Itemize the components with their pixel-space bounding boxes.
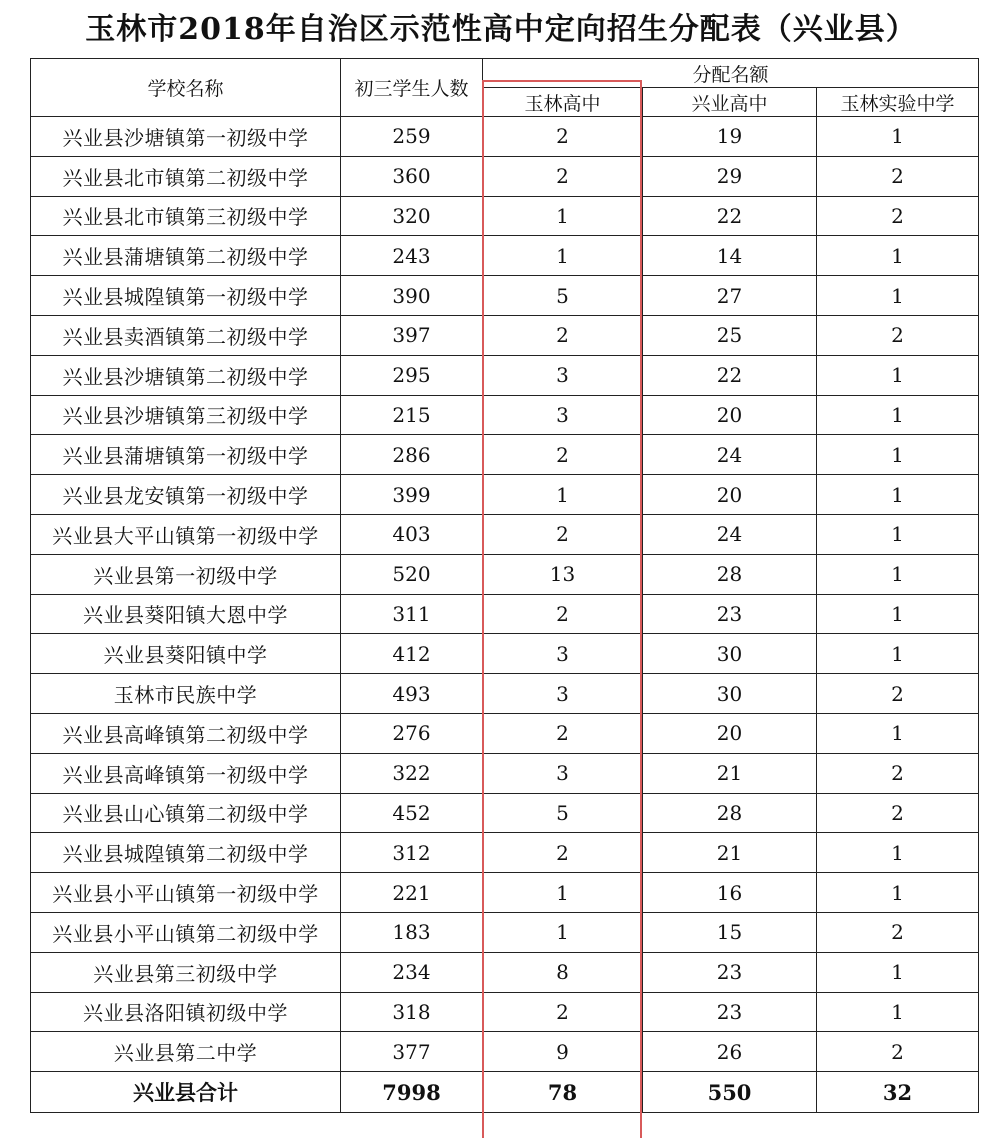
xingye-high-cell: 20 xyxy=(643,475,817,515)
school-name-cell: 兴业县高峰镇第一初级中学 xyxy=(31,753,341,793)
total-yulin-experimental: 32 xyxy=(817,1072,979,1113)
school-name-cell: 兴业县第一初级中学 xyxy=(31,554,341,594)
yulin-high-cell: 3 xyxy=(483,395,643,435)
xingye-high-cell: 21 xyxy=(643,753,817,793)
school-name-cell: 兴业县小平山镇第二初级中学 xyxy=(31,912,341,952)
school-name-cell: 兴业县小平山镇第一初级中学 xyxy=(31,873,341,913)
student-count-cell: 377 xyxy=(341,1032,483,1072)
table-row xyxy=(31,554,979,594)
header-school-name: 学校名称 xyxy=(31,59,341,117)
header-allocation: 分配名额 xyxy=(483,59,979,88)
table-row xyxy=(31,634,979,674)
student-count-cell: 286 xyxy=(341,435,483,475)
xingye-high-cell: 29 xyxy=(643,156,817,196)
yulin-experimental-cell: 1 xyxy=(817,713,979,753)
yulin-high-cell: 2 xyxy=(483,514,643,554)
yulin-high-cell: 2 xyxy=(483,992,643,1032)
school-name-cell: 兴业县大平山镇第一初级中学 xyxy=(31,514,341,554)
xingye-high-cell: 26 xyxy=(643,1032,817,1072)
yulin-high-cell: 3 xyxy=(483,634,643,674)
allocation-table xyxy=(30,58,979,1113)
student-count-cell: 318 xyxy=(341,992,483,1032)
xingye-high-cell: 24 xyxy=(643,514,817,554)
student-count-cell: 397 xyxy=(341,315,483,355)
school-name-cell: 兴业县北市镇第三初级中学 xyxy=(31,196,341,236)
yulin-high-cell: 8 xyxy=(483,952,643,992)
yulin-experimental-cell: 1 xyxy=(817,554,979,594)
table-row xyxy=(31,833,979,873)
yulin-high-cell: 2 xyxy=(483,315,643,355)
yulin-high-cell: 5 xyxy=(483,793,643,833)
school-name-cell: 兴业县沙塘镇第二初级中学 xyxy=(31,355,341,395)
student-count-cell: 520 xyxy=(341,554,483,594)
yulin-high-cell: 2 xyxy=(483,833,643,873)
table-row xyxy=(31,912,979,952)
xingye-high-cell: 22 xyxy=(643,196,817,236)
yulin-experimental-cell: 1 xyxy=(817,833,979,873)
table-row xyxy=(31,475,979,515)
yulin-experimental-cell: 2 xyxy=(817,912,979,952)
yulin-high-cell: 1 xyxy=(483,475,643,515)
yulin-high-cell: 1 xyxy=(483,196,643,236)
table-row xyxy=(31,117,979,157)
xingye-high-cell: 15 xyxy=(643,912,817,952)
yulin-experimental-cell: 1 xyxy=(817,634,979,674)
xingye-high-cell: 14 xyxy=(643,236,817,276)
xingye-high-cell: 27 xyxy=(643,276,817,316)
table-body xyxy=(31,117,979,1072)
yulin-high-cell: 2 xyxy=(483,117,643,157)
school-name-cell: 兴业县城隍镇第一初级中学 xyxy=(31,276,341,316)
yulin-experimental-cell: 1 xyxy=(817,435,979,475)
school-name-cell: 兴业县第三初级中学 xyxy=(31,952,341,992)
header-yulin-experimental: 玉林实验中学 xyxy=(817,88,979,117)
school-name-cell: 兴业县龙安镇第一初级中学 xyxy=(31,475,341,515)
school-name-cell: 兴业县沙塘镇第一初级中学 xyxy=(31,117,341,157)
table-row xyxy=(31,594,979,634)
student-count-cell: 493 xyxy=(341,674,483,714)
yulin-high-cell: 2 xyxy=(483,594,643,634)
table-row xyxy=(31,952,979,992)
student-count-cell: 311 xyxy=(341,594,483,634)
table-row xyxy=(31,713,979,753)
xingye-high-cell: 21 xyxy=(643,833,817,873)
table-row xyxy=(31,355,979,395)
yulin-experimental-cell: 2 xyxy=(817,674,979,714)
student-count-cell: 403 xyxy=(341,514,483,554)
student-count-cell: 276 xyxy=(341,713,483,753)
xingye-high-cell: 20 xyxy=(643,395,817,435)
yulin-experimental-cell: 1 xyxy=(817,475,979,515)
xingye-high-cell: 16 xyxy=(643,873,817,913)
school-name-cell: 兴业县第二中学 xyxy=(31,1032,341,1072)
student-count-cell: 399 xyxy=(341,475,483,515)
header-xingye-high: 兴业高中 xyxy=(643,88,817,117)
student-count-cell: 322 xyxy=(341,753,483,793)
yulin-high-cell: 2 xyxy=(483,713,643,753)
xingye-high-cell: 23 xyxy=(643,594,817,634)
xingye-high-cell: 23 xyxy=(643,992,817,1032)
student-count-cell: 183 xyxy=(341,912,483,952)
table-row xyxy=(31,1032,979,1072)
school-name-cell: 兴业县沙塘镇第三初级中学 xyxy=(31,395,341,435)
school-name-cell: 兴业县城隍镇第二初级中学 xyxy=(31,833,341,873)
xingye-high-cell: 20 xyxy=(643,713,817,753)
table-row xyxy=(31,196,979,236)
xingye-high-cell: 30 xyxy=(643,634,817,674)
school-name-cell: 兴业县葵阳镇大恩中学 xyxy=(31,594,341,634)
yulin-high-cell: 3 xyxy=(483,674,643,714)
yulin-high-cell: 1 xyxy=(483,873,643,913)
xingye-high-cell: 25 xyxy=(643,315,817,355)
table-row xyxy=(31,236,979,276)
school-name-cell: 兴业县高峰镇第二初级中学 xyxy=(31,713,341,753)
student-count-cell: 312 xyxy=(341,833,483,873)
total-row xyxy=(31,1072,979,1113)
xingye-high-cell: 30 xyxy=(643,674,817,714)
student-count-cell: 390 xyxy=(341,276,483,316)
yulin-experimental-cell: 1 xyxy=(817,276,979,316)
student-count-cell: 221 xyxy=(341,873,483,913)
table-row xyxy=(31,156,979,196)
school-name-cell: 兴业县山心镇第二初级中学 xyxy=(31,793,341,833)
yulin-high-cell: 2 xyxy=(483,156,643,196)
xingye-high-cell: 23 xyxy=(643,952,817,992)
yulin-experimental-cell: 1 xyxy=(817,236,979,276)
xingye-high-cell: 28 xyxy=(643,554,817,594)
yulin-experimental-cell: 1 xyxy=(817,992,979,1032)
table-row xyxy=(31,753,979,793)
table-row xyxy=(31,435,979,475)
yulin-high-cell: 1 xyxy=(483,236,643,276)
xingye-high-cell: 22 xyxy=(643,355,817,395)
student-count-cell: 412 xyxy=(341,634,483,674)
yulin-high-cell: 3 xyxy=(483,355,643,395)
yulin-experimental-cell: 2 xyxy=(817,156,979,196)
xingye-high-cell: 24 xyxy=(643,435,817,475)
student-count-cell: 243 xyxy=(341,236,483,276)
total-xingye-high: 550 xyxy=(643,1072,817,1113)
table-row xyxy=(31,793,979,833)
total-students: 7998 xyxy=(341,1072,483,1113)
header-student-count: 初三学生人数 xyxy=(341,59,483,117)
school-name-cell: 兴业县北市镇第二初级中学 xyxy=(31,156,341,196)
school-name-cell: 玉林市民族中学 xyxy=(31,674,341,714)
yulin-experimental-cell: 1 xyxy=(817,952,979,992)
student-count-cell: 295 xyxy=(341,355,483,395)
student-count-cell: 320 xyxy=(341,196,483,236)
student-count-cell: 259 xyxy=(341,117,483,157)
yulin-experimental-cell: 1 xyxy=(817,355,979,395)
school-name-cell: 兴业县蒲塘镇第二初级中学 xyxy=(31,236,341,276)
yulin-experimental-cell: 1 xyxy=(817,117,979,157)
school-name-cell: 兴业县卖酒镇第二初级中学 xyxy=(31,315,341,355)
school-name-cell: 兴业县洛阳镇初级中学 xyxy=(31,992,341,1032)
yulin-high-cell: 5 xyxy=(483,276,643,316)
yulin-experimental-cell: 2 xyxy=(817,196,979,236)
total-label: 兴业县合计 xyxy=(31,1072,341,1113)
xingye-high-cell: 19 xyxy=(643,117,817,157)
yulin-experimental-cell: 2 xyxy=(817,315,979,355)
yulin-experimental-cell: 2 xyxy=(817,753,979,793)
table-row xyxy=(31,514,979,554)
table-row xyxy=(31,992,979,1032)
total-yulin-high: 78 xyxy=(483,1072,643,1113)
table-row xyxy=(31,276,979,316)
header-yulin-high: 玉林高中 xyxy=(483,88,643,117)
page-title: 玉林市2018年自治区示范性高中定向招生分配表（兴业县） xyxy=(85,12,917,47)
student-count-cell: 234 xyxy=(341,952,483,992)
yulin-high-cell: 9 xyxy=(483,1032,643,1072)
school-name-cell: 兴业县蒲塘镇第一初级中学 xyxy=(31,435,341,475)
yulin-experimental-cell: 2 xyxy=(817,1032,979,1072)
yulin-experimental-cell: 1 xyxy=(817,873,979,913)
student-count-cell: 452 xyxy=(341,793,483,833)
student-count-cell: 360 xyxy=(341,156,483,196)
yulin-high-cell: 1 xyxy=(483,912,643,952)
table-row xyxy=(31,395,979,435)
yulin-high-cell: 13 xyxy=(483,554,643,594)
yulin-experimental-cell: 1 xyxy=(817,514,979,554)
yulin-high-cell: 3 xyxy=(483,753,643,793)
yulin-experimental-cell: 1 xyxy=(817,395,979,435)
yulin-high-cell: 2 xyxy=(483,435,643,475)
table-row xyxy=(31,315,979,355)
school-name-cell: 兴业县葵阳镇中学 xyxy=(31,634,341,674)
xingye-high-cell: 28 xyxy=(643,793,817,833)
table-row xyxy=(31,674,979,714)
yulin-experimental-cell: 2 xyxy=(817,793,979,833)
student-count-cell: 215 xyxy=(341,395,483,435)
table-row xyxy=(31,873,979,913)
yulin-experimental-cell: 1 xyxy=(817,594,979,634)
